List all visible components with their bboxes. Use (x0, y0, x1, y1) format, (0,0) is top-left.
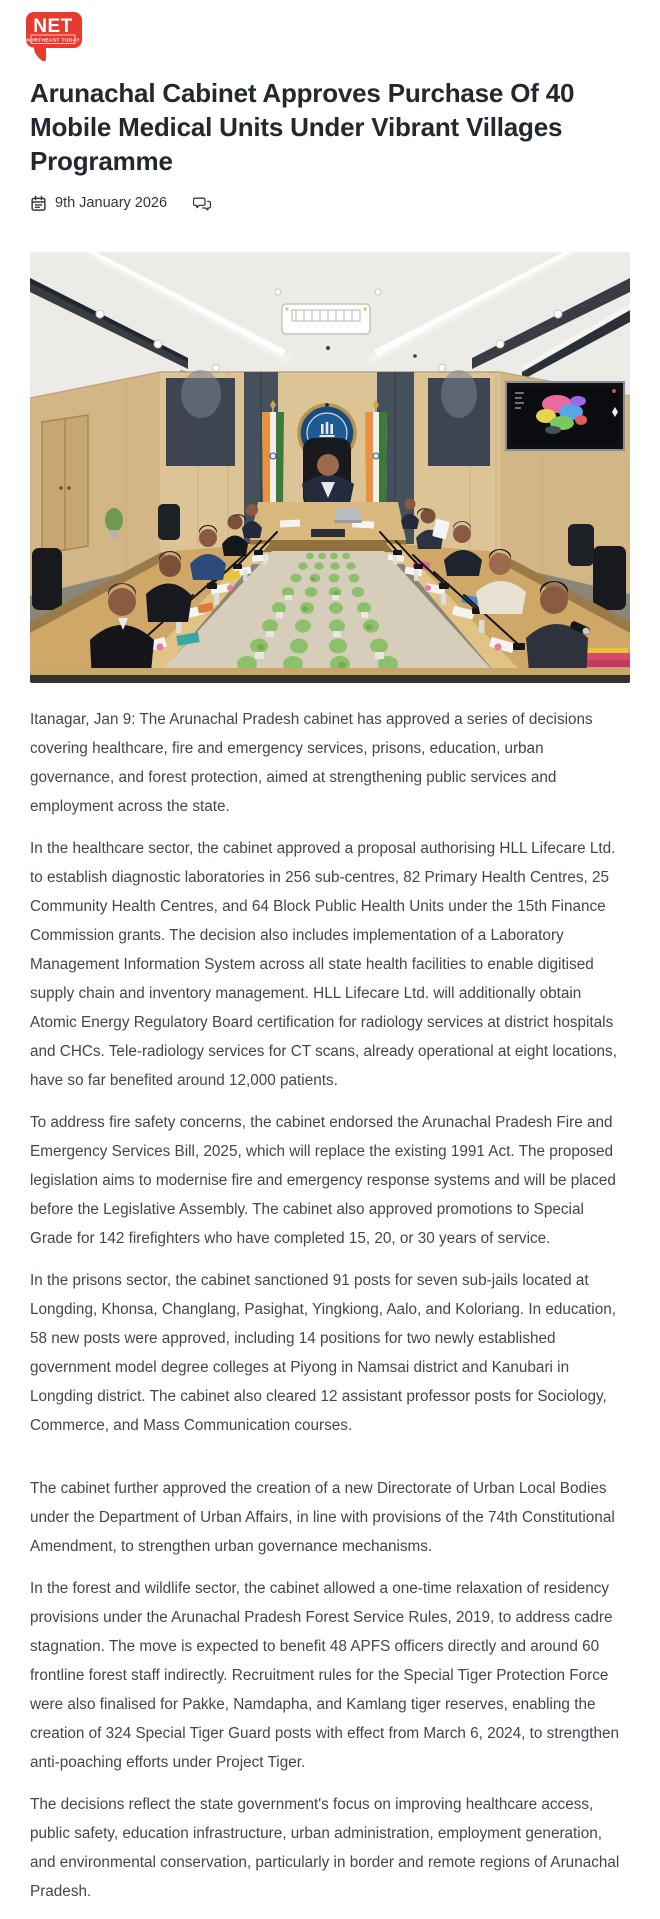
calendar-icon (30, 195, 47, 212)
publish-date: 9th January 2026 (55, 195, 168, 211)
cabinet-meeting-photo (30, 252, 630, 683)
article-title: Arunachal Cabinet Approves Purchase Of 40 Mobile Medical Units Under Vibrant Villages Programme (30, 78, 575, 176)
net-northeast-today-logo[interactable] (22, 8, 86, 67)
paragraph: In the prisons sector, the cabinet sanctioned 91 posts for seven sub-jails located at Longding, Khonsa, Changlang, Pasighat, Yingkiong, Aalo, and Koloriang. In education, 58 new posts were approved, including 14 positions for two newly established government model degree colleges at Piyong in Namsai district and Kanubari in Longding district. The cabinet also cleared 12 assistant professor posts for Sociology, Commerce, and Mass Communication courses. (30, 1272, 616, 1434)
svg-text:NET: NET (33, 16, 73, 37)
site-header (22, 0, 630, 62)
article-body (30, 705, 630, 1906)
article-meta (30, 192, 630, 214)
paragraph: The decisions reflect the state government's focus on improving healthcare access, public safety, education infrastructure, urban administration, employment generation, and environmental conservation, particularly in border and remote regions of Arunachal Pradesh. (30, 1796, 620, 1900)
article-page (26, 0, 630, 1906)
paragraph: In the healthcare sector, the cabinet approved a proposal authorising HLL Lifecare Ltd. to establish diagnostic laboratories in 256 sub-centres, 82 Primary Health Centres, 25 Community Health Centres, and 64 Block Public Health Units under the 15th Finance Commission grants. The decision also includes implementation of a Laboratory Management Information System across all state health facilities to enable digitised supply chain and inventory management. HLL Lifecare Ltd. will additionally obtain Atomic Energy Regulatory Board certification for radiology services at district hospitals and CHCs. Tele-radiology services for CT scans, already operational at eight locations, have so far benefited around 12,000 patients. (30, 840, 617, 1089)
paragraph: The cabinet further approved the creation of a new Directorate of Urban Local Bodies under the Department of Urban Affairs, in line with provisions of the 74th Constitutional Amendment, to strengthen urban governance mechanisms. (30, 1480, 615, 1555)
paragraph: Itanagar, Jan 9: The Arunachal Pradesh cabinet has approved a series of decisions covering healthcare, fire and emergency services, prisons, education, urban governance, and forest protection, aimed at strengthening public services and employment across the state. (30, 711, 593, 815)
svg-text:NORTHEAST TODAY: NORTHEAST TODAY (26, 38, 80, 44)
comments-icon[interactable] (193, 195, 212, 212)
paragraph: In the forest and wildlife sector, the cabinet allowed a one-time relaxation of residency provisions under the Arunachal Pradesh Forest Service Rules, 2019, to address cadre stagnation. The move is expected to benefit 48 APFS officers directly and around 60 frontline forest staff indirectly. Recruitment rules for the Special Tiger Protection Force were also finalised for Pakke, Namdapha, and Kamlang tiger reserves, enabling the creation of 324 Special Tiger Guard posts with effect from March 6, 2024, to strengthen anti-poaching efforts under Project Tiger. (30, 1580, 619, 1771)
paragraph: To address fire safety concerns, the cabinet endorsed the Arunachal Pradesh Fire and Emergency Services Bill, 2025, which will replace the existing 1991 Act. The proposed legislation aims to modernise fire and emergency response systems and will be placed before the Legislative Assembly. The cabinet also approved promotions to Special Grade for 142 firefighters who have completed 15, 20, or 30 years of service. (30, 1114, 616, 1247)
